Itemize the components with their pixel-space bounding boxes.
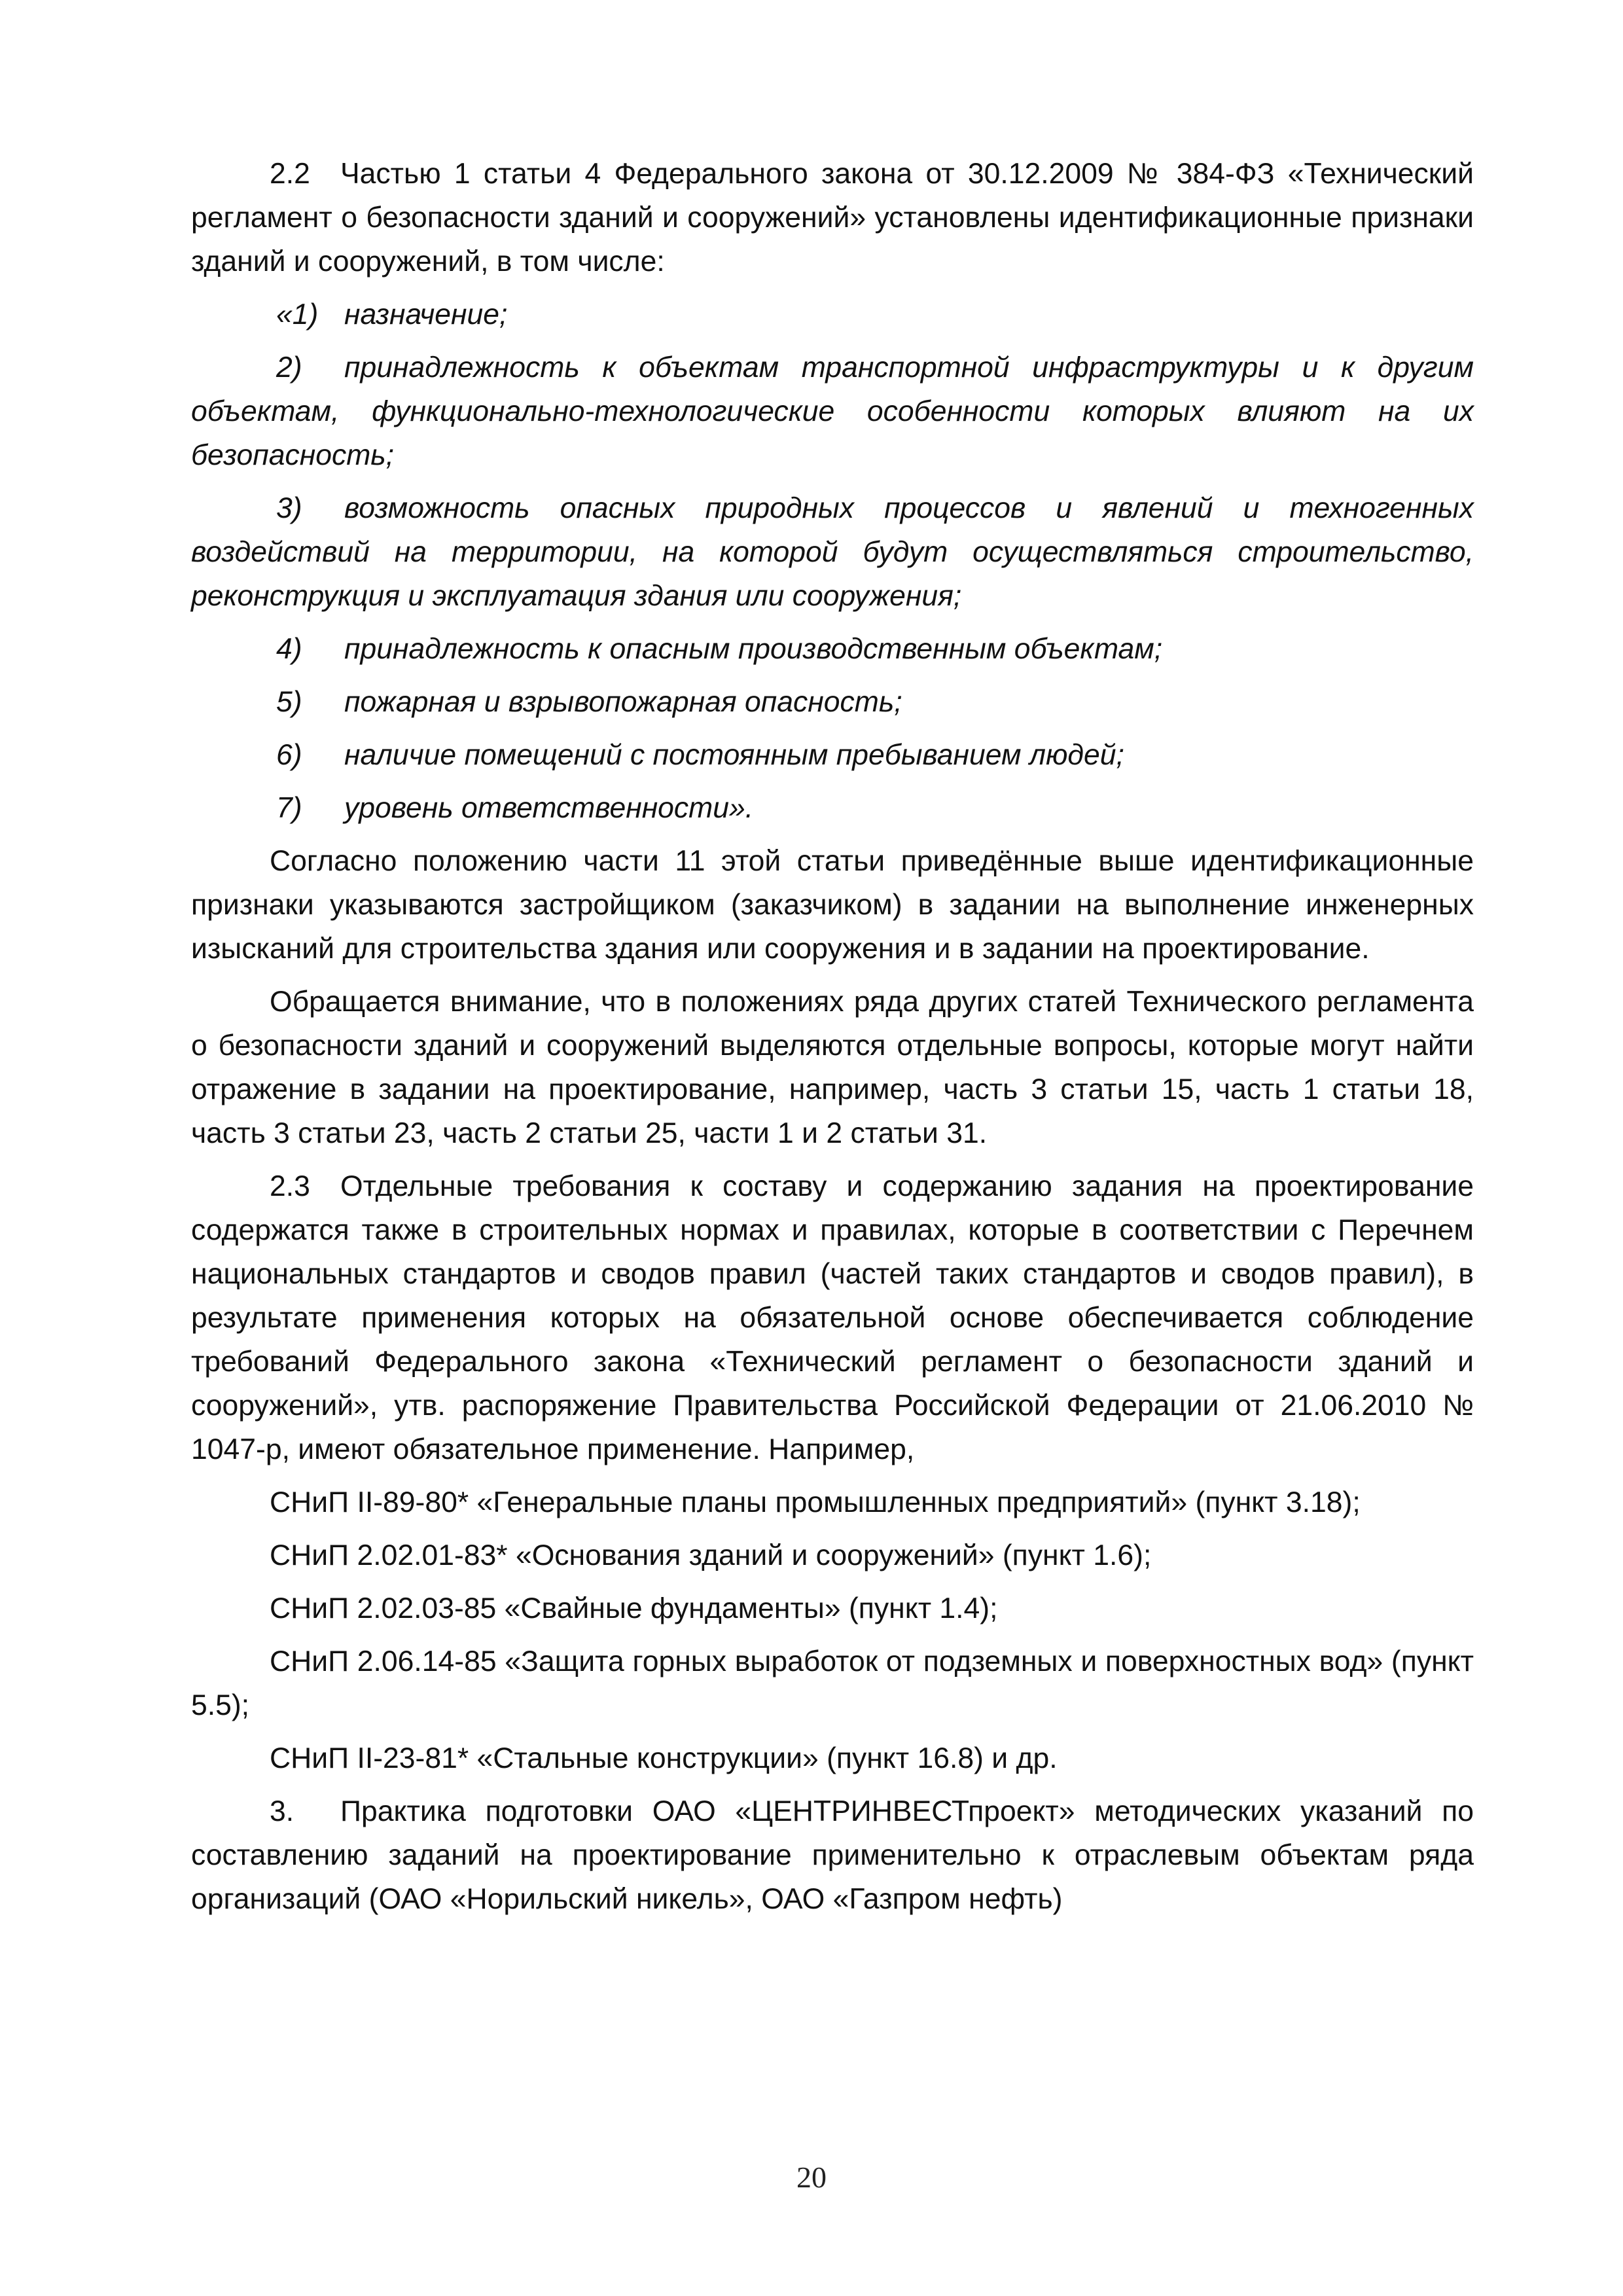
list-number: «1) <box>276 298 319 331</box>
snip-reference: СНиП II-23-81* «Стальные конструкции» (пункт 16.8) и др. <box>270 1742 1058 1774</box>
list-text: принадлежность к объектам транспортной инфраструктуры и к другим объектам, функционально-технологические особенности которых влияют на их безопасность; <box>191 351 1474 471</box>
list-text: уровень ответственности». <box>344 792 754 824</box>
list-text: принадлежность к опасным производственным объектам; <box>344 633 1163 665</box>
snip-reference: СНиП 2.02.01-83* «Основания зданий и сооружений» (пункт 1.6); <box>270 1539 1152 1571</box>
list-number: 4) <box>276 633 302 665</box>
paragraph-attention: Обращается внимание, что в положениях ряда других статей Технического регламента о безопасности зданий и сооружений выделяются отдельные вопросы, которые могут найти отражение в задании на проектирование, например, часть 3 статьи 15, часть 1 статьи 18, часть 3 статьи 23, часть 2 статьи 25, части 1 и 2 статьи 31. <box>191 986 1474 1149</box>
page-number: 20 <box>796 2161 827 2194</box>
list-item <box>191 733 1474 777</box>
list-number: 2) <box>276 351 302 384</box>
snip-reference: СНиП II-89-80* «Генеральные планы промышленных предприятий» (пункт 3.18); <box>270 1486 1361 1518</box>
list-text: возможность опасных природных процессов и явлений и техногенных воздействий на территории, на которой будут осуществляться строительство, реконструкция и эксплуатация здания или сооружения; <box>191 492 1474 612</box>
document-body <box>191 152 1474 1930</box>
paragraph-3 <box>191 1789 1474 1921</box>
section-number: 2.2 <box>270 158 310 190</box>
list-text: назначение; <box>344 298 508 331</box>
list-item <box>191 486 1474 618</box>
paragraph-identification: Согласно положению части 11 этой статьи приведённые выше идентификационные признаки указываются застройщиком (заказчиком) в задании на выполнение инженерных изысканий для строительства здания или сооружения и в задании на проектирование. <box>191 845 1474 965</box>
paragraph-text: Практика подготовки ОАО «ЦЕНТРИНВЕСТпроект» методических указаний по составлению заданий на проектирование применительно к отраслевым объектам ряда организаций (ОАО «Норильский никель», ОАО «Газпром нефть) <box>191 1795 1474 1915</box>
list-text: наличие помещений с постоянным пребыванием людей; <box>344 739 1124 771</box>
list-item <box>191 293 1474 336</box>
snip-reference: СНиП 2.02.03-85 «Свайные фундаменты» (пункт 1.4); <box>270 1592 998 1624</box>
list-item <box>191 786 1474 830</box>
list-number: 5) <box>276 686 302 718</box>
list-number: 6) <box>276 739 302 771</box>
section-number: 3. <box>270 1795 294 1827</box>
paragraph-text: Отдельные требования к составу и содержанию задания на проектирование содержатся также в строительных нормах и правилах, которые в соответствии с Перечнем национальных стандартов и сводов правил (частей таких стандартов и сводов правил), в результате применения которых на обязательной основе обеспечивается соблюдение требований Федерального закона «Технический регламент о безопасности зданий и сооружений», утв. распоряжение Правительства Российской Федерации от 21.06.2010 № 1047-р, имеют обязательное применение. Например, <box>191 1170 1474 1465</box>
paragraph-2-2 <box>191 152 1474 283</box>
list-item <box>191 680 1474 724</box>
paragraph-text: Частью 1 статьи 4 Федерального закона от 30.12.2009 № 384-ФЗ «Технический регламент о безопасности зданий и сооружений» установлены идентификационные признаки зданий и сооружений, в том числе: <box>191 158 1474 278</box>
list-item <box>191 627 1474 671</box>
list-number: 7) <box>276 792 302 824</box>
list-item <box>191 346 1474 477</box>
paragraph-2-3 <box>191 1164 1474 1471</box>
list-number: 3) <box>276 492 302 524</box>
list-text: пожарная и взрывопожарная опасность; <box>344 686 902 718</box>
section-number: 2.3 <box>270 1170 310 1202</box>
snip-reference: СНиП 2.06.14-85 «Защита горных выработок от подземных и поверхностных вод» (пункт 5.5); <box>191 1645 1474 1721</box>
